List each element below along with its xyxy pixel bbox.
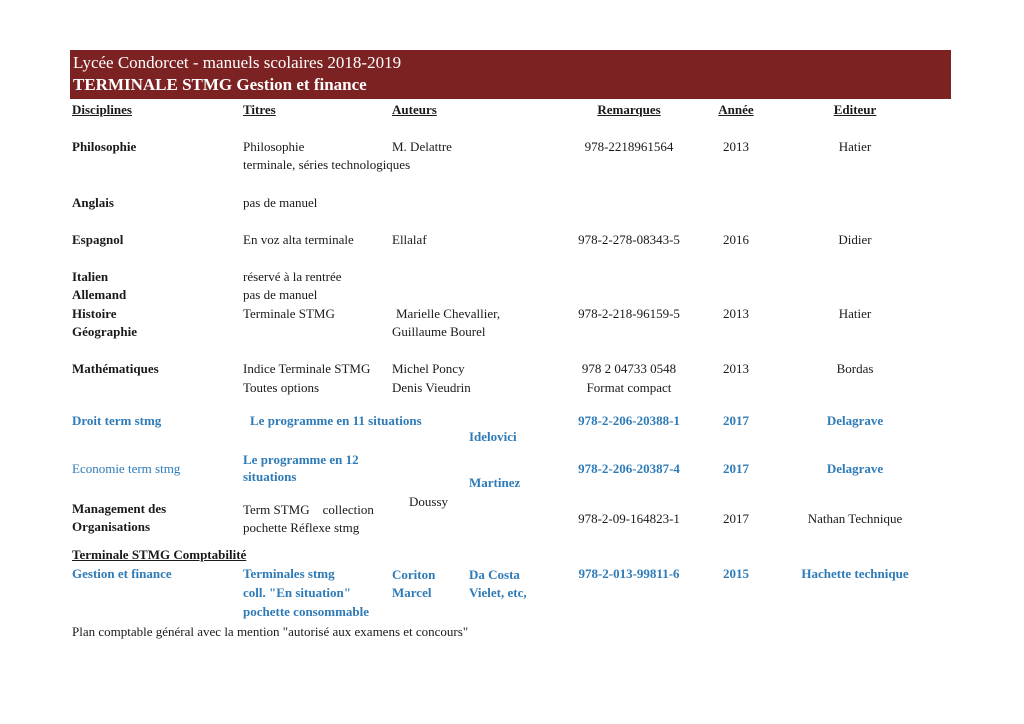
discipline-droit: Droit term stmg — [72, 413, 162, 428]
editeur-maths: Bordas — [836, 361, 874, 376]
col-header-disciplines: Disciplines — [72, 102, 132, 117]
titre-droit: Le programme en 11 situations — [250, 413, 422, 428]
discipline-geographie: Géographie — [72, 324, 137, 339]
discipline-maths: Mathématiques — [72, 361, 159, 376]
titre-histoire: Terminale STMG — [243, 306, 335, 321]
editeur-droit: Delagrave — [826, 413, 884, 428]
auteur-gestion-a1: Coriton — [392, 567, 436, 582]
discipline-italien: Italien — [72, 269, 109, 284]
annee-espagnol: 2016 — [723, 232, 749, 247]
annee-philosophie: 2013 — [723, 139, 749, 154]
auteur-espagnol: Ellalaf — [392, 232, 427, 247]
auteur-management: Doussy — [409, 494, 449, 509]
titre-italien: réservé à la rentrée — [243, 269, 342, 284]
class-title: TERMINALE STMG Gestion et finance — [73, 75, 367, 94]
editeur-economie: Delagrave — [826, 461, 884, 476]
annee-histoire: 2013 — [723, 306, 749, 321]
auteur-economie: Martinez — [469, 475, 521, 490]
titre-maths-line1: Indice Terminale STMG — [243, 361, 371, 376]
title-banner — [70, 50, 951, 99]
discipline-management-line1: Management des — [72, 501, 167, 516]
titre-philosophie-line2: terminale, séries technologiques — [243, 157, 411, 172]
auteur-histoire-line1: Marielle Chevallier, — [396, 306, 501, 321]
remarque-maths-line1: 978 2 04733 0548 — [581, 361, 677, 376]
remarque-philosophie: 978-2218961564 — [584, 139, 674, 154]
discipline-philosophie: Philosophie — [72, 139, 137, 154]
titre-gestion-line2: coll. "En situation" — [243, 585, 351, 600]
discipline-allemand: Allemand — [72, 287, 127, 302]
editeur-histoire: Hatier — [838, 306, 872, 321]
remarque-histoire: 978-2-218-96159-5 — [578, 306, 680, 321]
auteur-droit: Idelovici — [469, 429, 517, 444]
col-header-titres: Titres — [243, 102, 276, 117]
discipline-histoire: Histoire — [72, 306, 117, 321]
remarque-economie: 978-2-206-20387-4 — [578, 461, 680, 476]
editeur-gestion: Hachette technique — [801, 566, 909, 581]
editeur-espagnol: Didier — [838, 232, 872, 247]
remarque-droit: 978-2-206-20388-1 — [578, 413, 680, 428]
annee-gestion: 2015 — [723, 566, 749, 581]
titre-economie-line1: Le programme en 12 — [243, 452, 359, 467]
titre-philosophie-line1: Philosophie — [243, 139, 305, 154]
titre-gestion-line3: pochette consommable — [243, 604, 370, 619]
discipline-management-line2: Organisations — [72, 519, 151, 534]
auteur-histoire-line2: Guillaume Bourel — [392, 324, 486, 339]
remarque-maths-line2: Format compact — [586, 380, 672, 395]
titre-management-line1: Term STMG collection — [243, 502, 374, 517]
remarque-espagnol: 978-2-278-08343-5 — [578, 232, 680, 247]
annee-management: 2017 — [723, 511, 749, 526]
titre-management-line2: pochette Réflexe stmg — [243, 520, 360, 535]
remarque-management: 978-2-09-164823-1 — [578, 511, 680, 526]
discipline-gestion: Gestion et finance — [72, 566, 172, 581]
section-comptabilite-title: Terminale STMG Comptabilité — [72, 547, 247, 562]
titre-maths-line2: Toutes options — [243, 380, 320, 395]
titre-allemand: pas de manuel — [243, 287, 318, 302]
auteur-gestion-b2: Vielet, etc, — [469, 585, 527, 600]
titre-economie-line2: situations — [243, 469, 297, 484]
col-header-editeur: Editeur — [833, 102, 877, 117]
auteur-gestion-a2: Marcel — [392, 585, 432, 600]
titre-espagnol: En voz alta terminale — [243, 232, 354, 247]
discipline-anglais: Anglais — [72, 195, 114, 210]
discipline-espagnol: Espagnol — [72, 232, 124, 247]
annee-maths: 2013 — [723, 361, 749, 376]
footnote: Plan comptable général avec la mention "autorisé aux examens et concours" — [72, 624, 469, 639]
discipline-economie: Economie term stmg — [72, 461, 181, 476]
school-title: Lycée Condorcet - manuels scolaires 2018-2019 — [73, 53, 402, 72]
remarque-gestion: 978-2-013-99811-6 — [578, 566, 680, 581]
col-header-remarques: Remarques — [597, 102, 661, 117]
auteur-gestion-b1: Da Costa — [469, 567, 520, 582]
col-header-auteurs: Auteurs — [392, 102, 437, 117]
titre-anglais: pas de manuel — [243, 195, 318, 210]
editeur-philosophie: Hatier — [838, 139, 872, 154]
annee-economie: 2017 — [723, 461, 749, 476]
col-header-annee: Année — [718, 102, 754, 117]
annee-droit: 2017 — [723, 413, 749, 428]
auteur-maths-line2: Denis Vieudrin — [392, 380, 471, 395]
auteur-maths-line1: Michel Poncy — [392, 361, 465, 376]
editeur-management: Nathan Technique — [807, 511, 903, 526]
titre-gestion-line1: Terminales stmg — [243, 566, 335, 581]
auteur-philosophie: M. Delattre — [392, 139, 452, 154]
